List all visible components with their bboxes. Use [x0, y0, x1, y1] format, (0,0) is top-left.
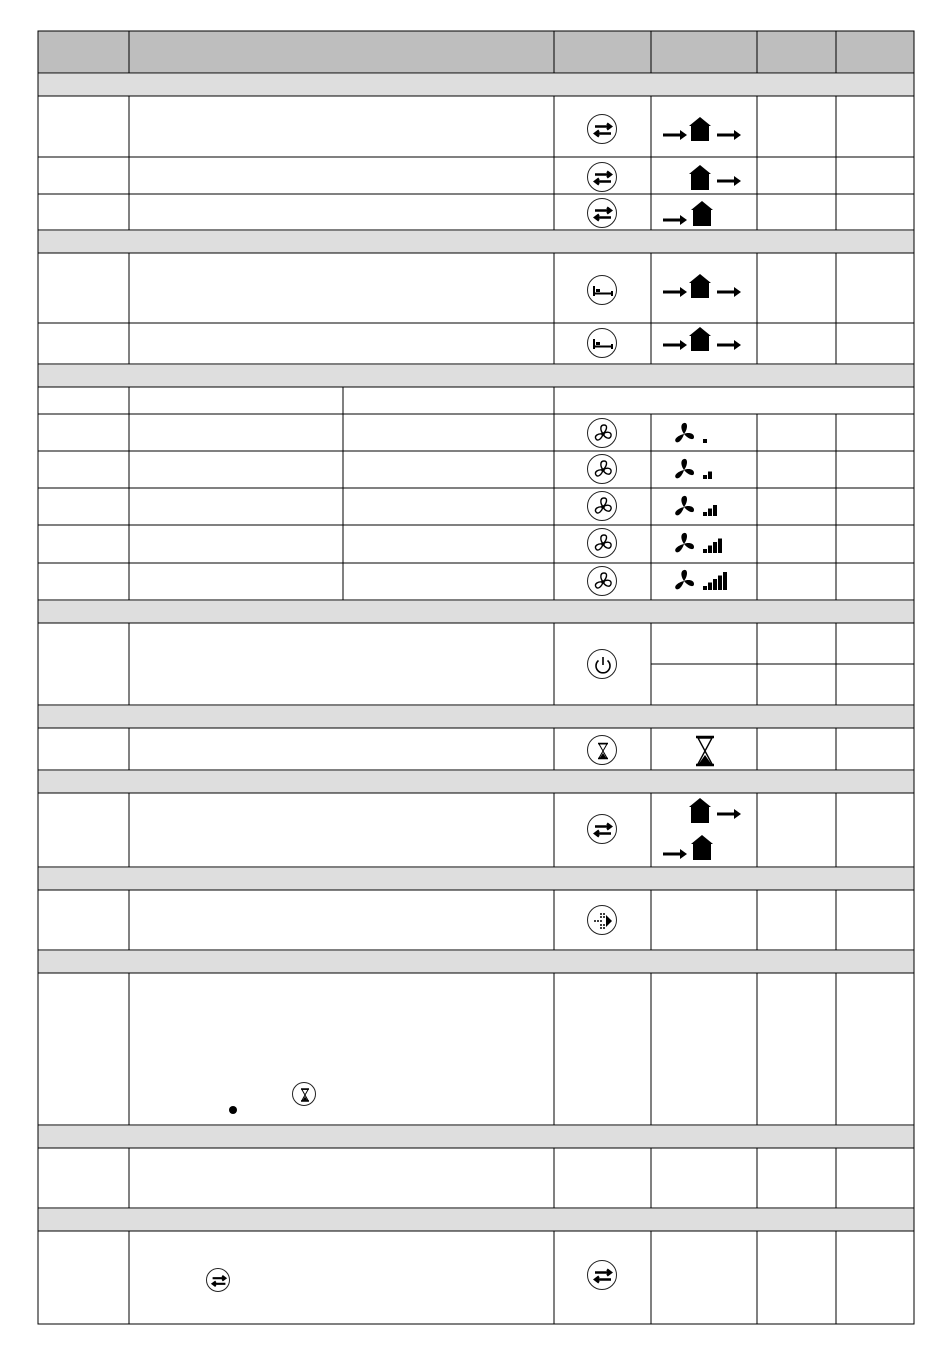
bullet-dot-icon — [229, 1106, 237, 1114]
fan-level-bar — [703, 549, 707, 553]
boost-button[interactable] — [587, 905, 617, 935]
house-arrow-out-icon — [689, 164, 745, 192]
fan-level-bars-icon — [673, 457, 743, 483]
fan-level-bar — [713, 579, 717, 590]
fan-level-bars-icon — [673, 568, 743, 594]
fan-glyph — [675, 570, 694, 589]
fan-level-bar — [703, 512, 707, 516]
swap-button[interactable] — [587, 162, 617, 192]
fan-icon — [588, 529, 618, 559]
fan-icon — [588, 455, 618, 485]
bed-icon — [588, 276, 618, 306]
swap-button-inline — [206, 1268, 230, 1292]
sleep-button[interactable] — [587, 275, 617, 305]
hourglass-icon — [293, 1083, 317, 1107]
arrow-house-in-icon — [663, 834, 719, 862]
fan-icon — [588, 492, 618, 522]
arrow-house-arrow-icon — [663, 273, 743, 303]
fan-level-bar — [703, 475, 707, 479]
swap-arrows-icon — [588, 1261, 618, 1291]
arrow-house-arrow-icon — [663, 326, 743, 356]
fan-level-bars-icon — [673, 531, 743, 557]
swap-button[interactable] — [587, 1260, 617, 1290]
fan-level-bar — [713, 505, 717, 516]
hourglass-icon — [588, 736, 618, 766]
timer-button[interactable] — [587, 735, 617, 765]
bed-icon — [588, 329, 618, 359]
fan-level-bar — [708, 583, 712, 591]
swap-button[interactable] — [587, 198, 617, 228]
swap-arrows-icon — [588, 199, 618, 229]
house-arrow-out-icon — [689, 797, 745, 825]
swap-arrows-icon — [588, 115, 618, 145]
fan-level-bar — [713, 542, 717, 553]
fan-glyph — [675, 496, 694, 515]
power-button[interactable] — [587, 649, 617, 679]
fan-button[interactable] — [587, 528, 617, 558]
sleep-button[interactable] — [587, 328, 617, 358]
fan-level-bars-icon — [673, 421, 743, 447]
fan-level-bar — [703, 586, 707, 590]
fan-level-bar — [708, 472, 712, 480]
fan-icon — [588, 567, 618, 597]
fan-glyph — [675, 423, 694, 442]
fan-level-bar — [708, 509, 712, 517]
fan-level-bar — [718, 539, 722, 554]
arrow-house-arrow-icon — [663, 116, 743, 146]
fan-level-bars-icon — [673, 494, 743, 520]
swap-button[interactable] — [587, 114, 617, 144]
timer-button-inline — [292, 1082, 316, 1106]
fan-icon — [588, 419, 618, 449]
fan-level-bar — [708, 546, 712, 554]
fan-button[interactable] — [587, 418, 617, 448]
dotted-arrow-icon — [588, 906, 618, 936]
swap-button[interactable] — [587, 814, 617, 844]
fan-button[interactable] — [587, 491, 617, 521]
fan-button[interactable] — [587, 454, 617, 484]
swap-arrows-icon — [588, 163, 618, 193]
fan-glyph — [675, 533, 694, 552]
swap-arrows-icon — [588, 815, 618, 845]
fan-level-bar — [703, 439, 707, 443]
fan-glyph — [675, 459, 694, 478]
hourglass-symbol-icon — [694, 735, 716, 767]
swap-arrows-icon — [207, 1269, 231, 1293]
power-icon — [588, 650, 618, 680]
fan-level-bar — [723, 572, 727, 590]
fan-level-bar — [718, 576, 722, 591]
arrow-house-in-icon — [663, 200, 719, 228]
fan-button[interactable] — [587, 566, 617, 596]
